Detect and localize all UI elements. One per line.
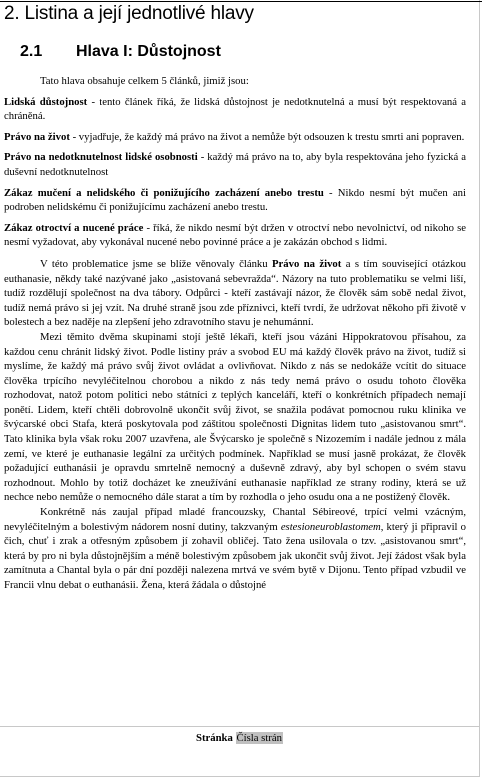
body-paragraph-3: [4, 505, 466, 593]
page-number-field[interactable]: Čísla strán: [236, 732, 282, 744]
article-title: Zákaz mučení a nelidského či ponižujícího zacházení anebo trestu: [4, 186, 324, 199]
heading-2: [4, 42, 466, 62]
paragraph-3-start: Konkrétně nás zaujal případ mladé francouzsky, Chantal Sébireové, trpící velmi vzácným, nevyléčitelným a bolestivým nádorem nosní dutiny, takzvaným: [4, 506, 466, 533]
paragraph-3-italic: estesioneuroblastomem: [280, 520, 381, 533]
page-footer: [0, 726, 480, 751]
article-item: [4, 186, 466, 215]
article-title: Zákaz otroctví a nucené práce: [4, 221, 144, 234]
footer-label: Stránka: [196, 732, 233, 744]
article-text: - vyjadřuje, že každý má právo na život a nemůže být odsouzen k trestu smrti ani popraven.: [69, 130, 465, 143]
paragraph-1-emphasis: Právo na život: [272, 257, 342, 270]
article-title: Právo na nedotknutelnost lidské osobnosti: [4, 151, 198, 164]
article-text: - Nikdo nesmí být mučen ani podroben nelidskému či ponižujícímu zacházení anebo trestu.: [4, 186, 466, 214]
article-item: [4, 150, 466, 179]
paragraph-1-start: V této problematice jsme se blíže věnovaly článku: [40, 257, 272, 270]
footer-page-number: [196, 732, 283, 744]
paragraph-3-rest: , který ji připravil o čich, chuť i zrak a otřesným způsobem jí zohavil obličej. Tato žena usilovala o tzv. „asistovanou smrt“, která by pro ni byla důstojnějším a méně bolestivým způsobem jak ukončit svůj život. Její žádost však byla zamítnuta a Chantal byla o pár dní později nalezena mrtvá ve svém bytě v Dijonu. Tento případ vzbudil ve Francii vlnu debat o euthanásii. Žena, která žádala o důstojné: [4, 520, 467, 591]
body-paragraph-2: Mezi těmito dvěma skupinami stojí ještě lékaři, kteří jsou vázáni Hippokratovou přísahou, za každou cenu chránit lidský život. Podle listiny práv a svobod EU má každý člověk právo na život, tudíž si myslíme, že každý má právo svůj život ovládat a ovlivňovat. Nikdo z nás se nedokáže vcítit do situace člověka trpícího nevyléčitelnou chorobou a nikdo z nás tedy nemá právo o osudu tohoto člověka rozhodovat, natož potom politici nebo státníci z teplých kanceláří, kteří o konkrétních případech nemají ponětí. Lidem, kteří chtěli dobrovolně ukončit svůj život, se snažila podávat pomocnou ruku klinika ve švýcarské obci Stafa, která poskytovala pod záštitou společnosti Dignitas lidem tuto „asistovanou smrt“. Tato klinika byla však roku 2007 uzavřena, ale Švýcarsko je společně s Nizozemím i nadále jednou z mála zemí, ve které je euthanasie legální za určitých podmínek. Například se musí jasně prokázat, že člověk požadující euthanásii je opravdu smrtelně nemocný a duševně zdravý, aby byl schopen o svém stavu rozhodnout. Mohlo by totiž docházet ke zneužívání euthanasie například ze strany rodiny, která se už nechce nebo nemůže o nemocného dále starat a tím by rozhodla o jeho osudu ona a ne postižený člověk.: [4, 330, 466, 504]
article-item: [4, 95, 466, 124]
body-paragraph-1: [4, 257, 466, 330]
article-title: Lidská důstojnost: [4, 95, 88, 108]
article-text: - říká, že nikdo nesmí být držen v otroctví nebo nevolnictví, od nikoho se nesmí vyžadovat, aby vykonával nucené nebo povinné práce a je zakázán obchod s lidmi.: [4, 221, 466, 249]
article-item: [4, 130, 466, 145]
heading-1: 2. Listina a její jednotlivé hlavy: [4, 3, 254, 24]
heading-2-title: Hlava I: Důstojnost: [76, 43, 221, 60]
paragraph-1-rest: a s tím související otázkou euthanasie, někdy také nazývané jako „asistovaná sebevražda“. Názory na tuto problematiku se velmi liší, tudíž rozdělují společnost na dva tábory. Odpůrci - kteří zastávají názor, že člověk sám sobě nedal život, tudíž nemá právo si jej vzít. Na druhé straně jsou zde příznivci, kteří tvrdí, že udržovat někoho při životě v bolestech a bez naděje na zlepšení jeho zdravotního stavu je nehumánní.: [4, 257, 467, 329]
article-title: Právo na život: [4, 130, 70, 143]
article-item: [4, 221, 466, 250]
intro-paragraph: Tato hlava obsahuje celkem 5 článků, jimiž jsou:: [40, 75, 249, 87]
article-text: - tento článek říká, že lidská důstojnost je nedotknutelná a musí být respektovaná a chráněná.: [4, 95, 466, 123]
heading-2-number: 2.1: [20, 43, 43, 60]
article-text: - každý má právo na to, aby byla respektována jeho fyzická a duševní nedotknutelnost: [4, 151, 467, 178]
page-content: [4, 2, 466, 593]
